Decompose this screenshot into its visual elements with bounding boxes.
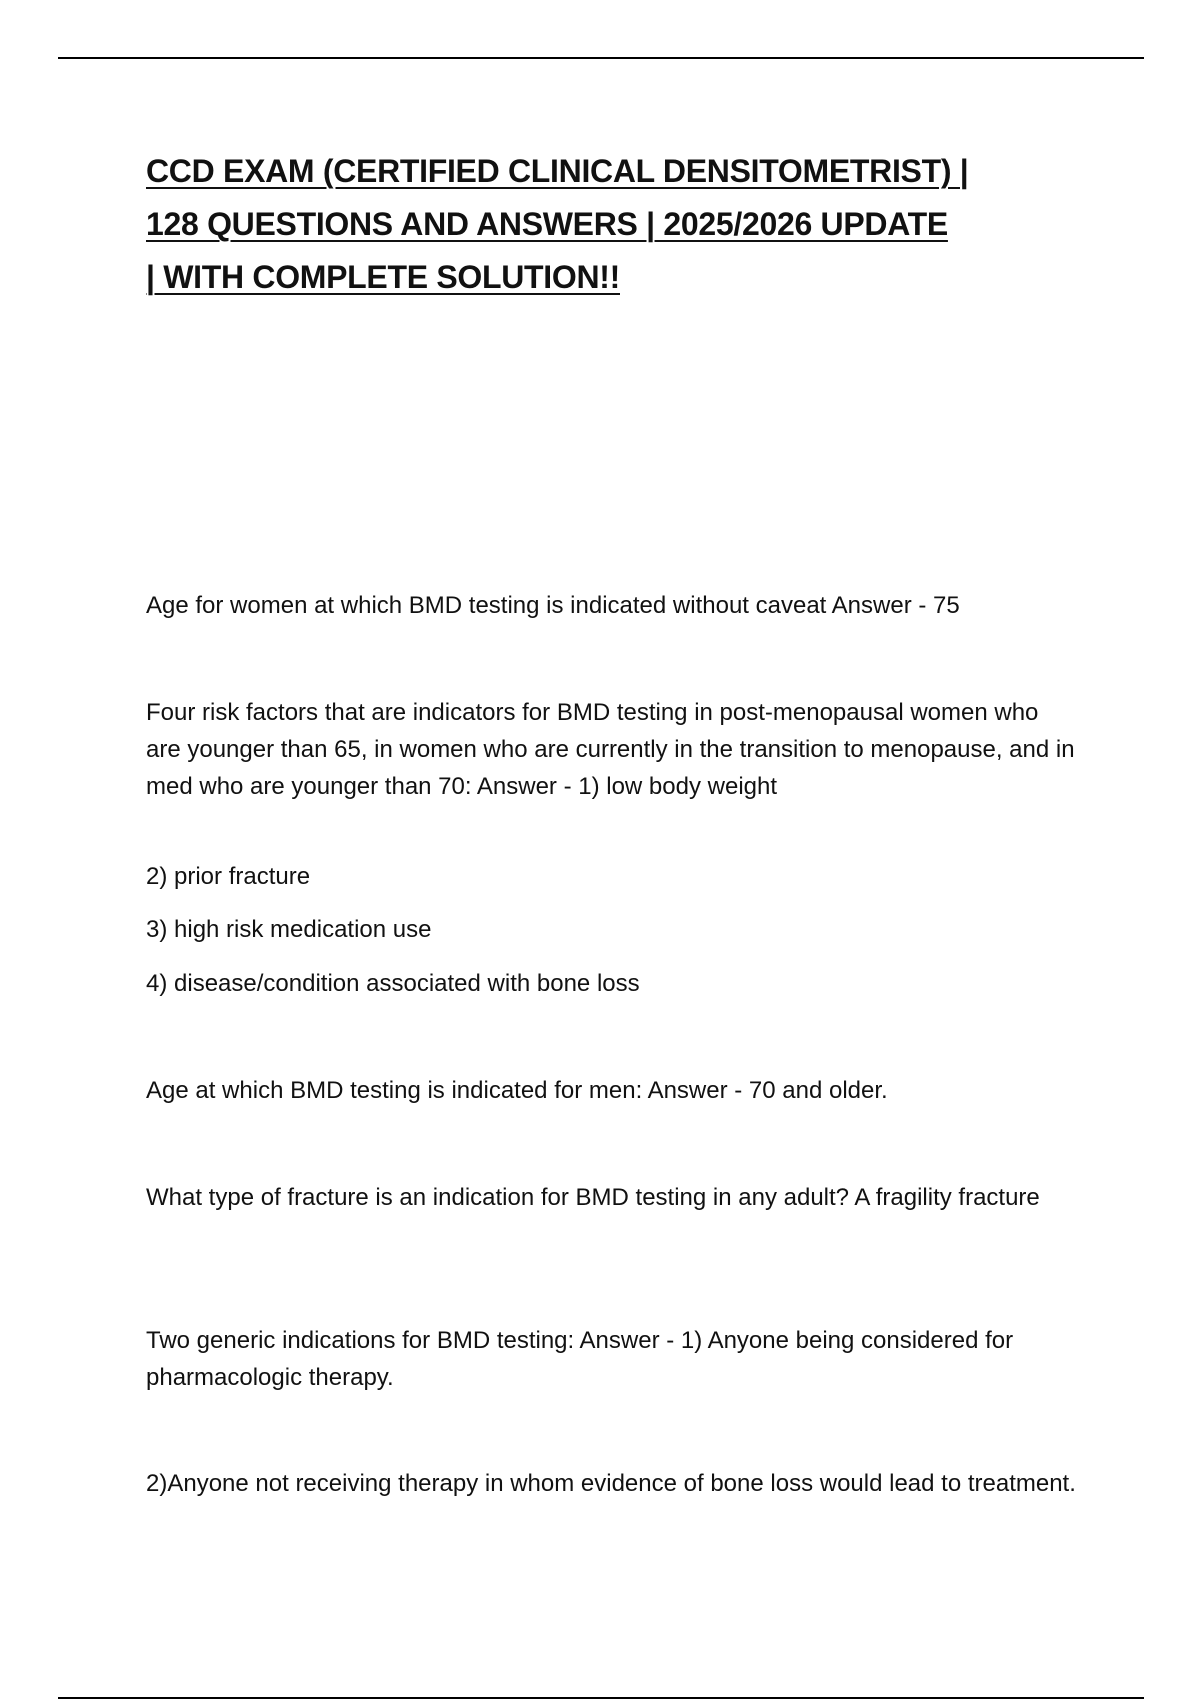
- qa-paragraph: 3) high risk medication use: [146, 916, 432, 943]
- qa-paragraph: 4) disease/condition associated with bone loss: [146, 970, 640, 997]
- title-line: 128 QUESTIONS AND ANSWERS | 2025/2026 UPDATE: [146, 206, 948, 242]
- qa-paragraph: Age for women at which BMD testing is indicated without caveat Answer - 75: [146, 592, 960, 619]
- qa-paragraph: Age at which BMD testing is indicated for men: Answer - 70 and older.: [146, 1077, 888, 1104]
- title-line: | WITH COMPLETE SOLUTION!!: [146, 259, 620, 295]
- qa-paragraph: What type of fracture is an indication for BMD testing in any adult? A fragility fracture: [146, 1184, 1040, 1211]
- document-title: [146, 145, 1076, 304]
- qa-paragraph: Two generic indications for BMD testing: Answer - 1) Anyone being considered for pharmacologic therapy.: [146, 1327, 1014, 1391]
- bottom-rule: [58, 1697, 1144, 1699]
- qa-paragraph: 2)Anyone not receiving therapy in whom evidence of bone loss would lead to treatment.: [146, 1470, 1076, 1497]
- top-rule: [58, 57, 1144, 59]
- qa-paragraph: Four risk factors that are indicators for BMD testing in post-menopausal women who are younger than 65, in women who are currently in the transition to menopause, and in med who are younger than 70: Answer - 1) low body weight: [146, 699, 1075, 800]
- qa-paragraph: 2) prior fracture: [146, 863, 311, 890]
- title-line: CCD EXAM (CERTIFIED CLINICAL DENSITOMETRIST) |: [146, 153, 969, 189]
